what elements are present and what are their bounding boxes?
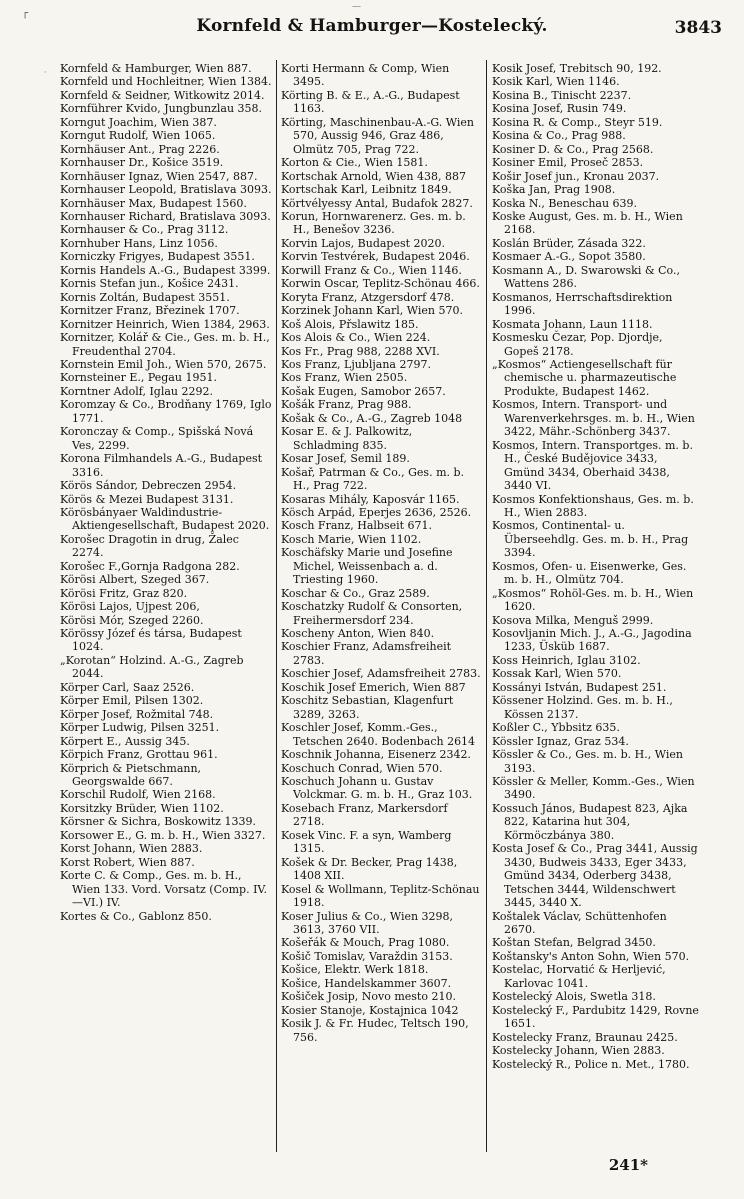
directory-entry: Koske August, Ges. m. b. H., Wien 2168. [492,209,683,237]
directory-entry: Kösch Arpád, Eperjes 2636, 2526. [281,505,472,519]
directory-entry: Kornhauser Dr., Košice 3519. [60,156,224,170]
directory-entry: Koštan Stefan, Belgrad 3450. [492,936,656,950]
directory-entry: Korwill Franz & Co., Wien 1146. [281,263,462,277]
directory-entry: „Kosmos“ Actiengesellschaft für chemische u. pharmazeutische Produkte, Budapest 1462. [492,357,677,398]
directory-entry: Körösi Albert, Szeged 367. [60,573,210,587]
directory-entry: Körös & Mezei Budapest 3131. [60,492,234,506]
directory-entry: Kos Alois & Co., Wien 224. [281,331,431,345]
column-divider [276,60,277,1152]
directory-entry: Korte C. & Comp., Ges. m. b. H., Wien 133. Vord. Vorsatz (Comp. IV.—VI.) IV. [60,869,267,910]
signature-mark: 241* [608,1156,648,1174]
directory-entry: Kornhäuser Max, Budapest 1560. [60,196,247,210]
directory-entry: Košak & Co., A.-G., Zagreb 1048 [281,411,463,425]
directory-entry: Körting, Maschinenbau-A.-G. Wien 570, Aussig 946, Graz 486, Olmütz 705, Prag 722. [281,115,474,156]
directory-entry: Körper Carl, Saaz 2526. [60,680,195,694]
directory-entry: Kostelac, Horvatić & Herljević, Karlovac 1041. [492,963,666,990]
directory-entry: Koschuch Johann u. Gustav Volckmar. G. m. b. H., Graz 103. [281,775,473,802]
directory-entry: Kornhauser & Co., Prag 3112. [60,223,229,237]
directory-entry: Košeřák & Mouch, Prag 1080. [281,936,450,950]
directory-entry: Kosova Milka, Menguš 2999. [492,613,654,627]
directory-entry: Kosta Josef & Co., Prag 3441, Aussig 3430, Budweis 3433, Eger 3433, Gmünd 3434, Oderberg 3438, Tetschen 3444, Wildenschwert 3445, 3440 X. [492,842,698,910]
directory-entry: Kos Franz, Wien 2505. [281,371,408,385]
directory-entry: Kornis Zoltán, Budapest 3551. [60,290,230,304]
directory-entry: Koßler C., Ybbsitz 635. [492,721,620,735]
directory-entry: Korona Filmhandels A.-G., Budapest 3316. [60,452,263,479]
directory-entry: Körösbányaer Waldindustrie-Aktiengesellschaft, Budapest 2020. [60,505,270,533]
directory-entry: Košir Josef jun., Kronau 2037. [492,169,660,183]
directory-entry: Koštansky's Anton Sohn, Wien 570. [492,949,690,963]
directory-entry: Košič Tomislav, Varaždin 3153. [281,949,453,963]
directory-entry: Košiček Josip, Novo mesto 210. [281,990,456,1004]
directory-column-1 [60,62,272,1152]
directory-entry: Körting B. & E., A.-G., Budapest 1163. [281,88,460,116]
directory-entry: Körper Josef, Rožmital 748. [60,707,214,721]
directory-entry: Koschik Josef Emerich, Wien 887 [281,680,466,694]
directory-entry: Kosch Marie, Wien 1102. [281,532,422,546]
directory-entry: Košař, Patrman & Co., Ges. m. b. H., Prag 722. [281,465,465,493]
directory-entry: Kosik Karl, Wien 1146. [492,75,620,89]
directory-entry: Kosik Josef, Trebitsch 90, 192. [492,62,662,75]
directory-entry: Kosiner D. & Co., Prag 2568. [492,142,654,156]
directory-entry: Kos Franz, Ljubljana 2797. [281,357,431,371]
directory-entry: Korschil Rudolf, Wien 2168. [60,788,216,802]
directory-entry: Körösi Fritz, Graz 820. [60,586,188,600]
directory-entry: Koschier Josef, Adamsfreiheit 2783. [281,667,481,681]
directory-entry: Koschler Josef, Komm.-Ges., Tetschen 2640. Bodenbach 2614 [281,721,476,748]
directory-entry: Kosch Franz, Halbseit 671. [281,519,433,533]
directory-entry: Kortes & Co., Gablonz 850. [60,909,212,923]
directory-entry: Koschitz Sebastian, Klagenfurt 3289, 3263. [281,694,454,721]
directory-entry: Koštalek Václav, Schüttenhofen 2670. [492,909,667,936]
directory-entry: Kosar E. & J. Palkowitz, Schladming 835. [281,425,413,452]
directory-entry: Koronczay & Comp., Spišská Nová Ves, 2299. [60,425,254,452]
directory-entry: Korst Robert, Wien 887. [60,855,195,869]
directory-entry: Kossak Karl, Wien 570. [492,667,622,681]
directory-entry: Kosina & Co., Prag 988. [492,129,626,143]
directory-entry: Kosel & Wollmann, Teplitz-Schönau 1918. [281,882,480,910]
directory-entry: Kosiner Emil, Proseč 2853. [492,156,644,170]
directory-entry: Koschnik Johanna, Eisenerz 2342. [281,748,471,762]
directory-entry: Kornhuber Hans, Linz 1056. [60,236,218,250]
directory-entry: Kosmesku Čezar, Pop. Djordje, Gopeš 2178. [492,331,663,358]
directory-entry: Kössler & Co., Ges. m. b. H., Wien 3193. [492,748,683,775]
directory-entry: Kostelecký F., Pardubitz 1429, Rovne 1651. [492,1003,699,1031]
directory-entry: Kossányi István, Budapest 251. [492,680,667,694]
directory-entry: Korošec F.,Gornja Radgona 282. [60,559,240,573]
directory-entry: Košek & Dr. Becker, Prag 1438, 1408 XII. [281,855,458,883]
directory-entry: Koschuch Conrad, Wien 570. [281,761,443,775]
directory-entry: Kornitzer Heinrich, Wien 1384, 2963. [60,317,270,331]
directory-entry: Koška Jan, Prag 1908. [492,183,616,197]
directory-entry: Kosmata Johann, Laun 1118. [492,317,653,331]
running-head: Kornfeld & Hamburger—Kostelecký. [196,16,548,36]
directory-entry: Kortschak Arnold, Wien 438, 887 [281,169,467,183]
directory-entry: Koschar & Co., Graz 2589. [281,586,430,600]
directory-entry: Kosmos, Ofen- u. Eisenwerke, Ges. m. b. H., Olmütz 704. [492,559,687,587]
directory-entry: Kornhauser Richard, Bratislava 3093. [60,209,271,223]
directory-entry: Kössler Ignaz, Graz 534. [492,734,629,748]
directory-entry: Kosek Vinc. F. a syn, Wamberg 1315. [281,828,452,856]
directory-entry: Koromzay & Co., Brodňany 1769, Iglo 1771. [60,398,272,425]
directory-entry: Kosmos, Continental- u. Überseehdlg. Ges. m. b. H., Prag 3394. [492,519,689,560]
directory-entry: Kosmaer A.-G., Sopot 3580. [492,250,646,264]
directory-entry: Kostelecký Alois, Swetla 318. [492,990,656,1004]
directory-entry: Korsitzky Brüder, Wien 1102. [60,801,224,815]
directory-entry: Korwin Oscar, Teplitz-Schönau 466. [281,277,480,291]
directory-entry: Körösi Mór, Szeged 2260. [60,613,204,627]
directory-entry: Košak Eugen, Samobor 2657. [281,384,446,398]
directory-entry: Kosina Josef, Rusin 749. [492,102,627,116]
directory-entry: Kosaras Mihály, Kaposvár 1165. [281,492,460,506]
directory-entry: Koslán Brüder, Zásada 322. [492,236,646,250]
directory-entry: Kosovljanin Mich. J., A.-G., Jagodina 1233, Üsküb 1687. [492,627,692,654]
directory-entry: Korton & Cie., Wien 1581. [281,156,428,170]
directory-entry: Korst Johann, Wien 2883. [60,842,203,856]
directory-entry: Kostelecky Johann, Wien 2883. [492,1044,665,1058]
directory-entry: Kornhäuser Ant., Prag 2226. [60,142,220,156]
directory-entry: Korun, Hornwarenerz. Ges. m. b. H., Benešov 3236. [281,209,466,237]
directory-entry: Kössler & Meller, Komm.-Ges., Wien 3490. [492,775,695,802]
directory-entry: Körper Ludwig, Pilsen 3251. [60,721,220,735]
directory-column-2 [281,62,481,1152]
directory-entry: Korntner Adolf, Iglau 2292. [60,384,213,398]
directory-entry: Kosmos, Intern. Transportges. m. b. H., České Budějovice 3433, Gmünd 3434, Oberhaid 3438, 3440 VI. [492,438,693,493]
directory-entry: Koss Heinrich, Iglau 3102. [492,653,641,667]
directory-entry: Körper Emil, Pilsen 1302. [60,694,204,708]
directory-entry: Kornis Stefan jun., Košice 2431. [60,277,239,291]
directory-entry: Kornis Handels A.-G., Budapest 3399. [60,263,271,277]
directory-entry: Korniczky Frigyes, Budapest 3551. [60,250,255,264]
directory-entry: Korzinek Johann Karl, Wien 570. [281,304,463,318]
directory-entry: Kornhäuser Ignaz, Wien 2547, 887. [60,169,258,183]
directory-entry: Kössener Holzind. Ges. m. b. H., Kössen 2137. [492,694,673,721]
directory-entry: Kosmos, Intern. Transport- und Warenverkehrsges. m. b. H., Wien 3422, Mähr.-Schönberg 3437. [492,398,695,439]
directory-entry: Kornitzer, Kolář & Cie., Ges. m. b. H., Freudenthal 2704. [60,331,270,358]
top-mark: — [352,2,361,12]
directory-entry: Korsower E., G. m. b. H., Wien 3327. [60,828,266,842]
directory-entry: Korngut Joachim, Wien 387. [60,115,217,129]
directory-entry: Kosmanos, Herrschaftsdirektion 1996. [492,290,673,318]
directory-entry: Korvin Testvérek, Budapest 2046. [281,250,470,264]
directory-entry: Košice, Handelskammer 3607. [281,976,452,990]
directory-entry: Koschier Franz, Adamsfreiheit 2783. [281,640,452,667]
directory-entry: Kornfeld & Seidner, Witkowitz 2014. [60,88,265,102]
page-number: 3843 [674,18,722,38]
directory-entry: Körtvélyessy Antal, Budafok 2827. [281,196,473,210]
directory-entry: Körprich & Pietschmann, Georgswalde 667. [60,761,202,789]
directory-entry: Kosina R. & Comp., Steyr 519. [492,115,663,129]
directory-entry: Korngut Rudolf, Wien 1065. [60,129,216,143]
directory-entry: Koš Alois, Přslawitz 185. [281,317,419,331]
directory-entry: Koschatzky Rudolf & Consorten, Freihermersdorf 234. [281,600,463,627]
column-divider [486,60,487,1152]
directory-entry: Körösi Lajos, Ujpest 206, [60,600,200,614]
directory-entry: Koschäfsky Marie und Josefine Michel, Weissenbach a. d. Triesting 1960. [281,546,453,587]
directory-entry: Koscheny Anton, Wien 840. [281,627,435,641]
directory-entry: Kos Fr., Prag 988, 2288 XVI. [281,344,440,358]
directory-entry: Kornsteiner E., Pegau 1951. [60,371,217,385]
directory-entry: Kornitzer Franz, Březinek 1707. [60,304,240,318]
directory-entry: Košice, Elektr. Werk 1818. [281,963,429,977]
directory-entry: Kosier Stanoje, Kostajnica 1042 [281,1003,459,1017]
directory-entry: Kosik J. & Fr. Hudec, Teltsch 190, 756. [281,1017,469,1044]
corner-mark: ┌ [22,8,29,19]
directory-entry: Kosebach Franz, Markersdorf 2718. [281,801,448,829]
directory-entry: Kornführer Kvido, Jungbunzlau 358. [60,102,263,116]
directory-entry: Körpich Franz, Grottau 961. [60,748,218,762]
directory-entry: Kossuch János, Budapest 823, Ajka 822, Katarina hut 304, Körmöczbánya 380. [492,801,688,842]
directory-entry: Korti Hermann & Comp, Wien 3495. [281,62,450,89]
directory-entry: Körpert E., Aussig 345. [60,734,190,748]
directory-entry: Kornhauser Leopold, Bratislava 3093. [60,183,272,197]
directory-entry: Kosmann A., D. Swarowski & Co., Wattens 286. [492,263,680,291]
directory-entry: Koryta Franz, Atzgersdorf 478. [281,290,455,304]
directory-entry: Kosmos Konfektionshaus, Ges. m. b. H., Wien 2883. [492,492,694,519]
directory-entry: Korošec Dragotin in drug, Žalec 2274. [60,532,239,560]
directory-entry: Kornstein Emil Joh., Wien 570, 2675. [60,357,267,371]
directory-entry: „Korotan“ Holzind. A.-G., Zagreb 2044. [60,653,244,681]
directory-entry: Kornfeld und Hochleitner, Wien 1384. [60,75,272,89]
directory-entry: Körös Sándor, Debreczen 2954. [60,479,237,493]
directory-entry: Körössy Józef és társa, Budapest 1024. [60,627,242,654]
page-header [0,0,744,46]
directory-entry: Koska N., Beneschau 639. [492,196,638,210]
directory-entry: Koser Julius & Co., Wien 3298, 3613, 3760 VII. [281,909,454,936]
directory-entry: Kosar Josef, Semil 189. [281,452,410,466]
directory-entry: Košák Franz, Prag 988. [281,398,412,412]
directory-entry: Kostelecky Franz, Braunau 2425. [492,1030,678,1044]
directory-entry: Körsner & Sichra, Boskowitz 1339. [60,815,256,829]
margin-mark: · [44,68,47,77]
directory-column-3 [492,62,700,1152]
directory-entry: Kosina B., Tinischt 2237. [492,88,632,102]
directory-entry: „Kosmos“ Rohöl-Ges. m. b. H., Wien 1620. [492,586,694,614]
directory-entry: Kostelecký R., Police n. Met., 1780. [492,1057,690,1071]
directory-entry: Korvin Lajos, Budapest 2020. [281,236,446,250]
directory-entry: Kortschak Karl, Leibnitz 1849. [281,183,452,197]
directory-entry: Kornfeld & Hamburger, Wien 887. [60,62,252,75]
